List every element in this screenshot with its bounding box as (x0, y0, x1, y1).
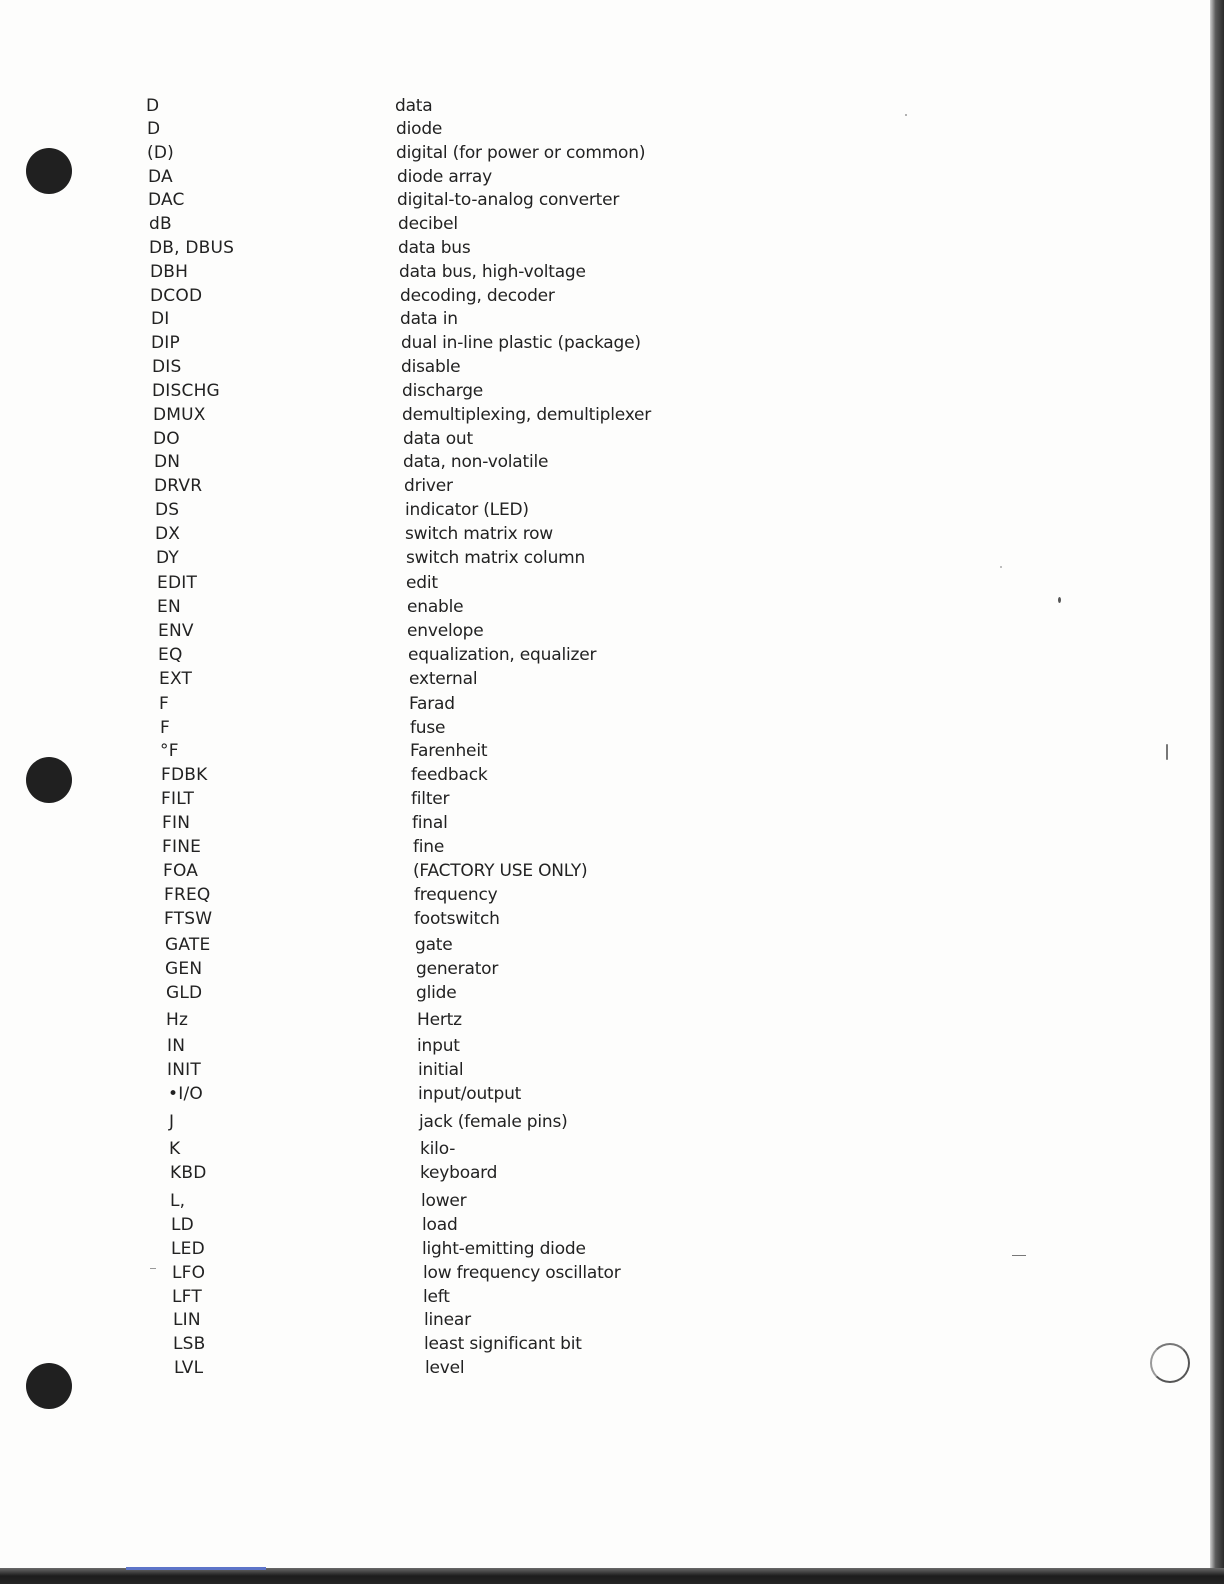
meaning: level (425, 1358, 465, 1378)
abbreviation: LD (171, 1215, 194, 1235)
abbreviation: ENV (158, 621, 194, 641)
abbreviation: LSB (173, 1334, 206, 1354)
list-item (0, 333, 1100, 357)
meaning: data bus, high-voltage (399, 262, 586, 282)
abbreviation: GLD (166, 983, 203, 1003)
meaning: filter (411, 789, 450, 809)
meaning: input (417, 1036, 460, 1056)
abbreviation: FILT (161, 789, 195, 809)
abbreviation: IN (167, 1036, 186, 1056)
list-item (0, 1239, 1100, 1263)
list-item (0, 1334, 1100, 1358)
abbreviation: (D) (147, 143, 174, 163)
list-item (0, 741, 1100, 765)
meaning: data in (400, 309, 458, 329)
meaning: final (412, 813, 448, 833)
meaning: envelope (407, 621, 484, 641)
meaning: initial (418, 1060, 464, 1080)
abbreviation: J (169, 1112, 175, 1132)
list-item (0, 1084, 1100, 1108)
abbreviation: Hz (166, 1010, 189, 1030)
meaning: indicator (LED) (405, 500, 529, 520)
abbreviation: DIS (152, 357, 182, 377)
list-item (0, 1163, 1100, 1187)
meaning: diode (396, 119, 443, 139)
list-item (0, 119, 1100, 143)
list-item (0, 983, 1100, 1007)
abbreviation: D (147, 119, 161, 139)
list-item (0, 1215, 1100, 1239)
abbreviation: EDIT (157, 573, 198, 593)
meaning: fuse (410, 718, 446, 738)
abbreviation: LVL (174, 1358, 204, 1378)
meaning: load (422, 1215, 458, 1235)
list-item (0, 621, 1100, 645)
list-item (0, 96, 1100, 120)
list-item (0, 694, 1100, 718)
meaning: decoding, decoder (400, 286, 555, 306)
meaning: fine (413, 837, 445, 857)
meaning: data (395, 96, 433, 116)
meaning: lower (421, 1191, 467, 1211)
abbreviation: FDBK (161, 765, 208, 785)
list-item (0, 1191, 1100, 1215)
abbreviation: EXT (159, 669, 193, 689)
meaning: low frequency oscillator (423, 1263, 621, 1283)
list-item (0, 214, 1100, 238)
meaning: driver (404, 476, 453, 496)
list-item (0, 167, 1100, 191)
abbreviation: •I/O (168, 1084, 203, 1104)
meaning: footswitch (414, 909, 500, 929)
meaning: enable (407, 597, 464, 617)
abbreviation: K (169, 1139, 181, 1159)
abbreviation: DMUX (153, 405, 206, 425)
abbreviation: EQ (158, 645, 183, 665)
abbreviation: FREQ (164, 885, 211, 905)
meaning: demultiplexing, demultiplexer (402, 405, 652, 425)
list-item (0, 935, 1100, 959)
abbreviation: DO (153, 429, 180, 449)
abbreviation: DCOD (150, 286, 203, 306)
abbreviation: DBH (150, 262, 189, 282)
list-item (0, 1358, 1100, 1382)
list-item (0, 765, 1100, 789)
abbreviation: DY (156, 548, 179, 568)
meaning: decibel (398, 214, 458, 234)
abbreviation: F (160, 718, 170, 738)
list-item (0, 143, 1100, 167)
abbreviation: DA (148, 167, 173, 187)
meaning: switch matrix column (406, 548, 586, 568)
meaning: linear (424, 1310, 471, 1330)
list-item (0, 669, 1100, 693)
meaning: diode array (397, 167, 492, 187)
list-item (0, 381, 1100, 405)
list-item (0, 597, 1100, 621)
meaning: (FACTORY USE ONLY) (413, 861, 588, 881)
list-item (0, 309, 1100, 333)
meaning: digital (for power or common) (396, 143, 646, 163)
abbreviation: DN (154, 452, 181, 472)
abbreviation: INIT (167, 1060, 201, 1080)
abbreviation: DX (155, 524, 181, 544)
meaning: switch matrix row (405, 524, 554, 544)
list-item (0, 861, 1100, 885)
list-item (0, 405, 1100, 429)
meaning: data out (403, 429, 473, 449)
abbreviation: LFT (172, 1287, 202, 1307)
meaning: least significant bit (424, 1334, 582, 1354)
meaning: discharge (402, 381, 484, 401)
meaning: generator (416, 959, 499, 979)
list-item (0, 1036, 1100, 1060)
abbreviation: LIN (173, 1310, 201, 1330)
abbreviation: L, (170, 1191, 186, 1211)
list-item (0, 500, 1100, 524)
list-item (0, 238, 1100, 262)
abbreviation: LED (171, 1239, 205, 1259)
scanner-edge-right (1210, 0, 1224, 1584)
meaning: disable (401, 357, 461, 377)
abbreviation: FTSW (164, 909, 213, 929)
abbreviation: DI (151, 309, 170, 329)
meaning: kilo- (420, 1139, 456, 1159)
meaning: external (409, 669, 478, 689)
meaning: equalization, equalizer (408, 645, 597, 665)
list-item (0, 1060, 1100, 1084)
abbreviation: DISCHG (152, 381, 220, 401)
list-item (0, 718, 1100, 742)
abbreviation: DIP (151, 333, 180, 353)
abbreviation: FIN (162, 813, 191, 833)
meaning: left (423, 1287, 450, 1307)
meaning: digital-to-analog converter (397, 190, 620, 210)
meaning: dual in-line plastic (package) (401, 333, 641, 353)
abbreviation: FINE (162, 837, 202, 857)
list-item (0, 909, 1100, 933)
abbreviation: DS (155, 500, 180, 520)
abbreviation: DRVR (154, 476, 203, 496)
abbreviation: EN (157, 597, 181, 617)
list-item (0, 524, 1100, 548)
meaning: keyboard (420, 1163, 498, 1183)
meaning: data, non-volatile (403, 452, 549, 472)
meaning: Farenheit (410, 741, 488, 761)
scanner-edge-bottom (0, 1568, 1224, 1584)
meaning: frequency (414, 885, 498, 905)
list-item (0, 429, 1100, 453)
abbreviation: DB, DBUS (149, 238, 235, 258)
list-item (0, 357, 1100, 381)
list-item (0, 1139, 1100, 1163)
abbreviation: GEN (165, 959, 203, 979)
list-item (0, 1310, 1100, 1334)
meaning: input/output (418, 1084, 522, 1104)
list-item (0, 452, 1100, 476)
list-item (0, 837, 1100, 861)
abbreviation: °F (160, 741, 179, 761)
meaning: jack (female pins) (419, 1112, 568, 1132)
abbreviation: D (146, 96, 160, 116)
list-item (0, 476, 1100, 500)
list-item (0, 190, 1100, 214)
abbreviation: DAC (148, 190, 185, 210)
meaning: glide (416, 983, 457, 1003)
list-item (0, 286, 1100, 310)
list-item (0, 1263, 1100, 1287)
list-item (0, 262, 1100, 286)
abbreviation: dB (149, 214, 172, 234)
list-item (0, 789, 1100, 813)
abbreviation: GATE (165, 935, 211, 955)
meaning: gate (415, 935, 453, 955)
list-item (0, 548, 1100, 572)
abbreviation: LFO (172, 1263, 206, 1283)
list-item (0, 813, 1100, 837)
meaning: feedback (411, 765, 488, 785)
list-item (0, 959, 1100, 983)
list-item (0, 1010, 1100, 1034)
list-item (0, 885, 1100, 909)
list-item (0, 1287, 1100, 1311)
list-item (0, 645, 1100, 669)
meaning: edit (406, 573, 438, 593)
list-item (0, 573, 1100, 597)
meaning: Farad (409, 694, 455, 714)
abbreviation: FOA (163, 861, 199, 881)
scanner-artifact-line (126, 1567, 266, 1570)
list-item (0, 1112, 1100, 1136)
meaning: light-emitting diode (422, 1239, 586, 1259)
meaning: Hertz (417, 1010, 462, 1030)
abbreviation: F (159, 694, 169, 714)
meaning: data bus (398, 238, 471, 258)
abbreviation: KBD (170, 1163, 207, 1183)
